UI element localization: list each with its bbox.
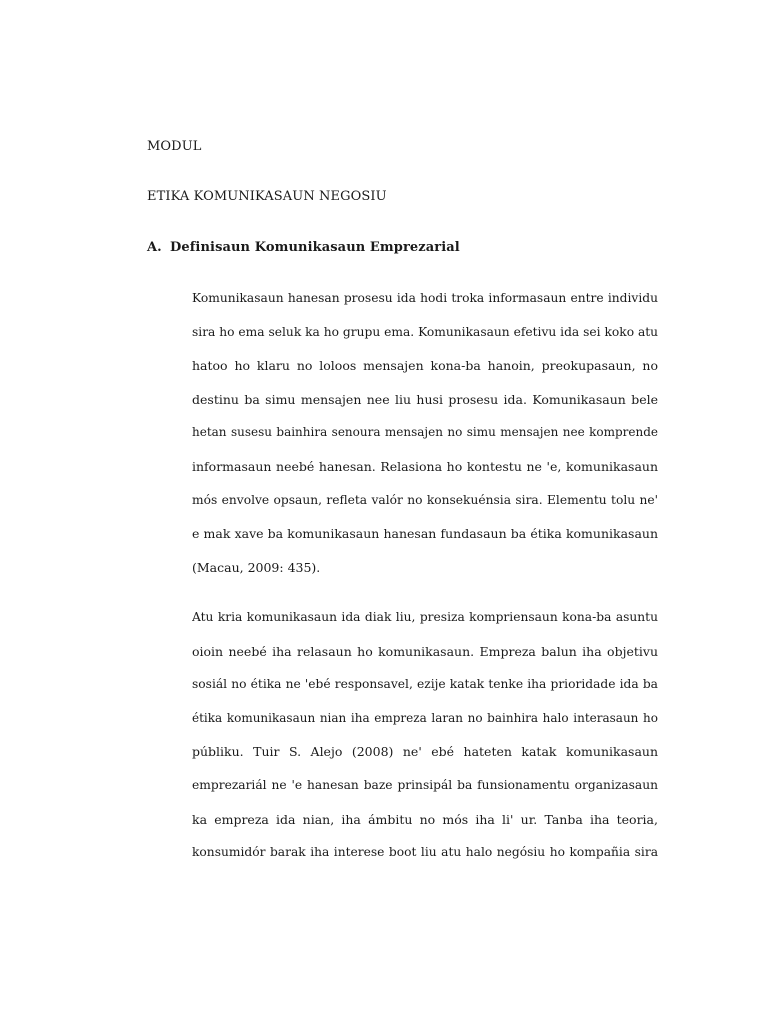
section-heading [147, 240, 460, 256]
paragraph-line: destinu ba simu mensajen nee liu husi prosesu ida. Komunikasaun bele [192, 391, 658, 407]
paragraph-line: e mak xave ba komunikasaun hanesan fundasaun ba étika komunikasaun [192, 526, 658, 542]
paragraph-2 [192, 601, 658, 870]
paragraph-line: konsumidór barak iha interese boot liu atu halo negósiu ho kompañia sira [192, 845, 658, 860]
paragraph-line: públiku. Tuir S. Alejo (2008) ne' ebé hateten katak komunikasaun [192, 744, 658, 760]
paragraph-line: hatoo ho klaru no loloos mensajen kona-ba hanoin, preokupasaun, no [192, 358, 658, 374]
paragraph-line: (Macau, 2009: 435). [192, 559, 321, 575]
paragraph-line: Atu kria komunikasaun ida diak liu, presiza kompriensaun kona-ba asuntu [192, 610, 658, 624]
paragraph-line: Komunikasaun hanesan prosesu ida hodi troka informasaun entre individu [192, 291, 658, 305]
paragraph-line: hetan susesu bainhira senoura mensajen no simu mensajen nee komprende [192, 425, 658, 440]
paragraph-line: oioin neebé iha relasaun ho komunikasaun. Empreza balun iha objetivu [192, 643, 658, 659]
paragraph-line: emprezariál ne 'e hanesan baze prinsipál ba funsionamentu organizasaun [192, 777, 658, 792]
paragraph-1 [192, 282, 658, 584]
paragraph-line: sosiál no étika ne 'ebé responsavel, ezije katak tenke iha prioridade ida ba [192, 677, 658, 692]
paragraph-line: informasaun neebé hanesan. Relasiona ho kontestu ne 'e, komunikasaun [192, 458, 658, 474]
document-title: ETIKA KOMUNIKASAUN NEGOSIU [147, 189, 387, 204]
paragraph-line: ka empreza ida nian, iha ámbitu no mós iha li' ur. Tanba iha teoria, [192, 811, 658, 827]
section-number: A. [147, 240, 162, 255]
section-heading-text: Definisaun Komunikasaun Emprezarial [170, 240, 460, 255]
module-label: MODUL [147, 139, 202, 154]
paragraph-line: étika komunikasaun nian iha empreza laran no bainhira halo interasaun ho [192, 710, 658, 725]
paragraph-line: mós envolve opsaun, refleta valór no konsekuénsia sira. Elementu tolu ne' [192, 492, 658, 507]
paragraph-line: sira ho ema seluk ka ho grupu ema. Komunikasaun efetivu ida sei koko atu [192, 324, 658, 339]
